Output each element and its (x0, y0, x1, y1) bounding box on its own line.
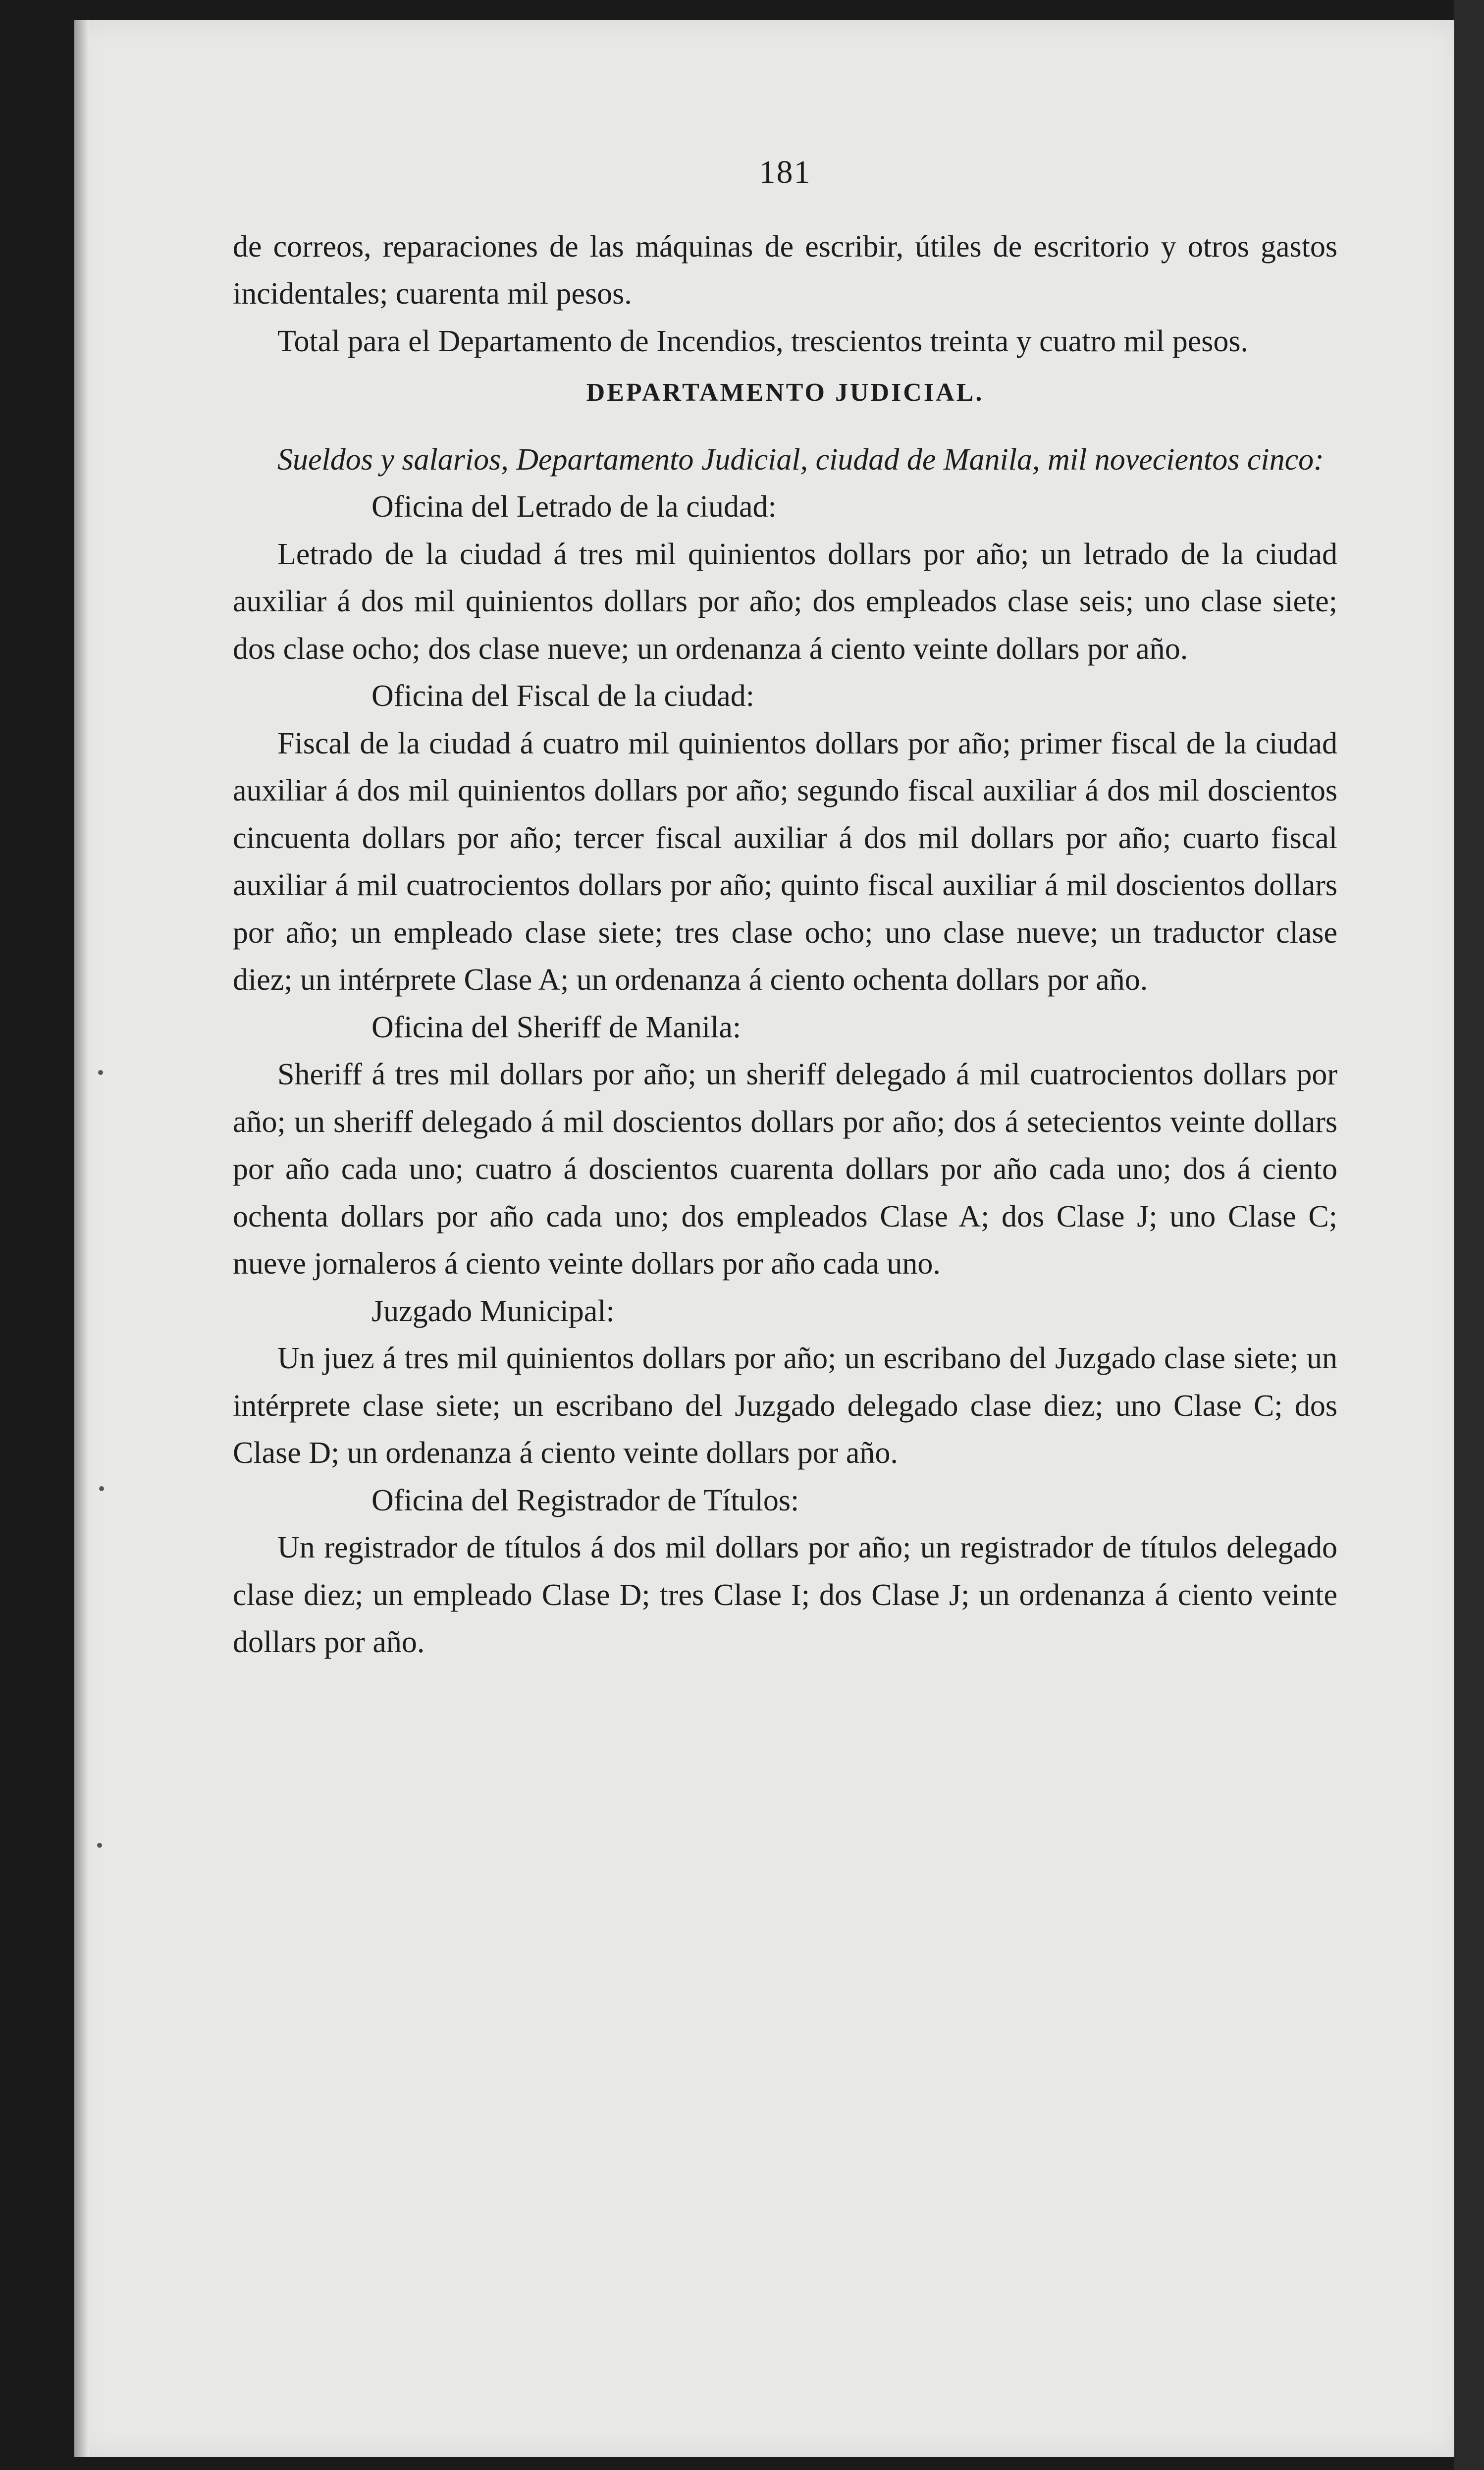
scan-speck (99, 1486, 104, 1491)
office-title: Oficina del Sheriff de Manila: (371, 1010, 742, 1044)
intro-paragraph: Sueldos y salarios, Departamento Judicial, ciudad de Manila, mil novecientos cinco: (277, 442, 1324, 477)
paragraph: Total para el Departamento de Incendios, trescientos treinta y cuatro mil pesos. (277, 324, 1249, 358)
scan-speck (97, 1843, 102, 1848)
page-number: 181 (759, 154, 811, 190)
office-title: Oficina del Fiscal de la ciudad: (371, 679, 755, 713)
scan-speck (98, 1070, 103, 1075)
scan-border (1454, 0, 1484, 2470)
office-title: Oficina del Letrado de la ciudad: (371, 490, 777, 524)
office-paragraph: Un juez á tres mil quinientos dollars por año; un escribano del Juzgado clase siete; un intérprete clase siete; un escribano del Juzgado delegado clase diez; uno Clase C; dos Clase D; un ordenanza á ciento veinte dollars por año. (233, 1342, 1337, 1470)
paragraph: de correos, reparaciones de las máquinas de escribir, útiles de escritorio y otros gastos incidentales; cuarenta mil pesos. (233, 229, 1337, 311)
page-fold-shadow (74, 20, 89, 2457)
office-title: Juzgado Municipal: (371, 1294, 615, 1328)
office-title: Oficina del Registrador de Títulos: (371, 1483, 799, 1517)
office-paragraph: Fiscal de la ciudad á cuatro mil quinientos dollars por año; primer fiscal de la ciudad auxiliar á dos mil quinientos dollars por año; segundo fiscal auxiliar á dos mil doscientos cincuenta dollars por año; tercer fiscal auxiliar á dos mil dollars por año; cuarto fiscal auxiliar á mil cuatrocientos dollars por año; quinto fiscal auxiliar á mil doscientos dollars por año; un empleado clase siete; tres clase ocho; uno clase nueve; un traductor clase diez; un intérprete Clase A; un ordenanza á ciento ochenta dollars por año. (233, 726, 1337, 997)
page-content (233, 149, 1337, 1666)
office-paragraph: Un registrador de títulos á dos mil dollars por año; un registrador de títulos delegado clase diez; un empleado Clase D; tres Clase I; dos Clase J; un ordenanza á ciento veinte dollars por año. (233, 1531, 1337, 1659)
section-heading: DEPARTAMENTO JUDICIAL. (586, 378, 984, 407)
office-paragraph: Sheriff á tres mil dollars por año; un sheriff delegado á mil cuatrocientos dollars por año; un sheriff delegado á mil doscientos dollars por año; dos á setecientos veinte dollars por año cada uno; cuatro á doscientos cuarenta dollars por año cada uno; dos á ciento ochenta dollars por año cada uno; dos empleados Clase A; dos Clase J; uno Clase C; nueve jornaleros á ciento veinte dollars por año cada uno. (233, 1058, 1337, 1281)
office-paragraph: Letrado de la ciudad á tres mil quinientos dollars por año; un letrado de la ciudad auxiliar á dos mil quinientos dollars por año; dos empleados clase seis; uno clase siete; dos clase ocho; dos clase nueve; un ordenanza á ciento veinte dollars por año. (233, 537, 1337, 666)
